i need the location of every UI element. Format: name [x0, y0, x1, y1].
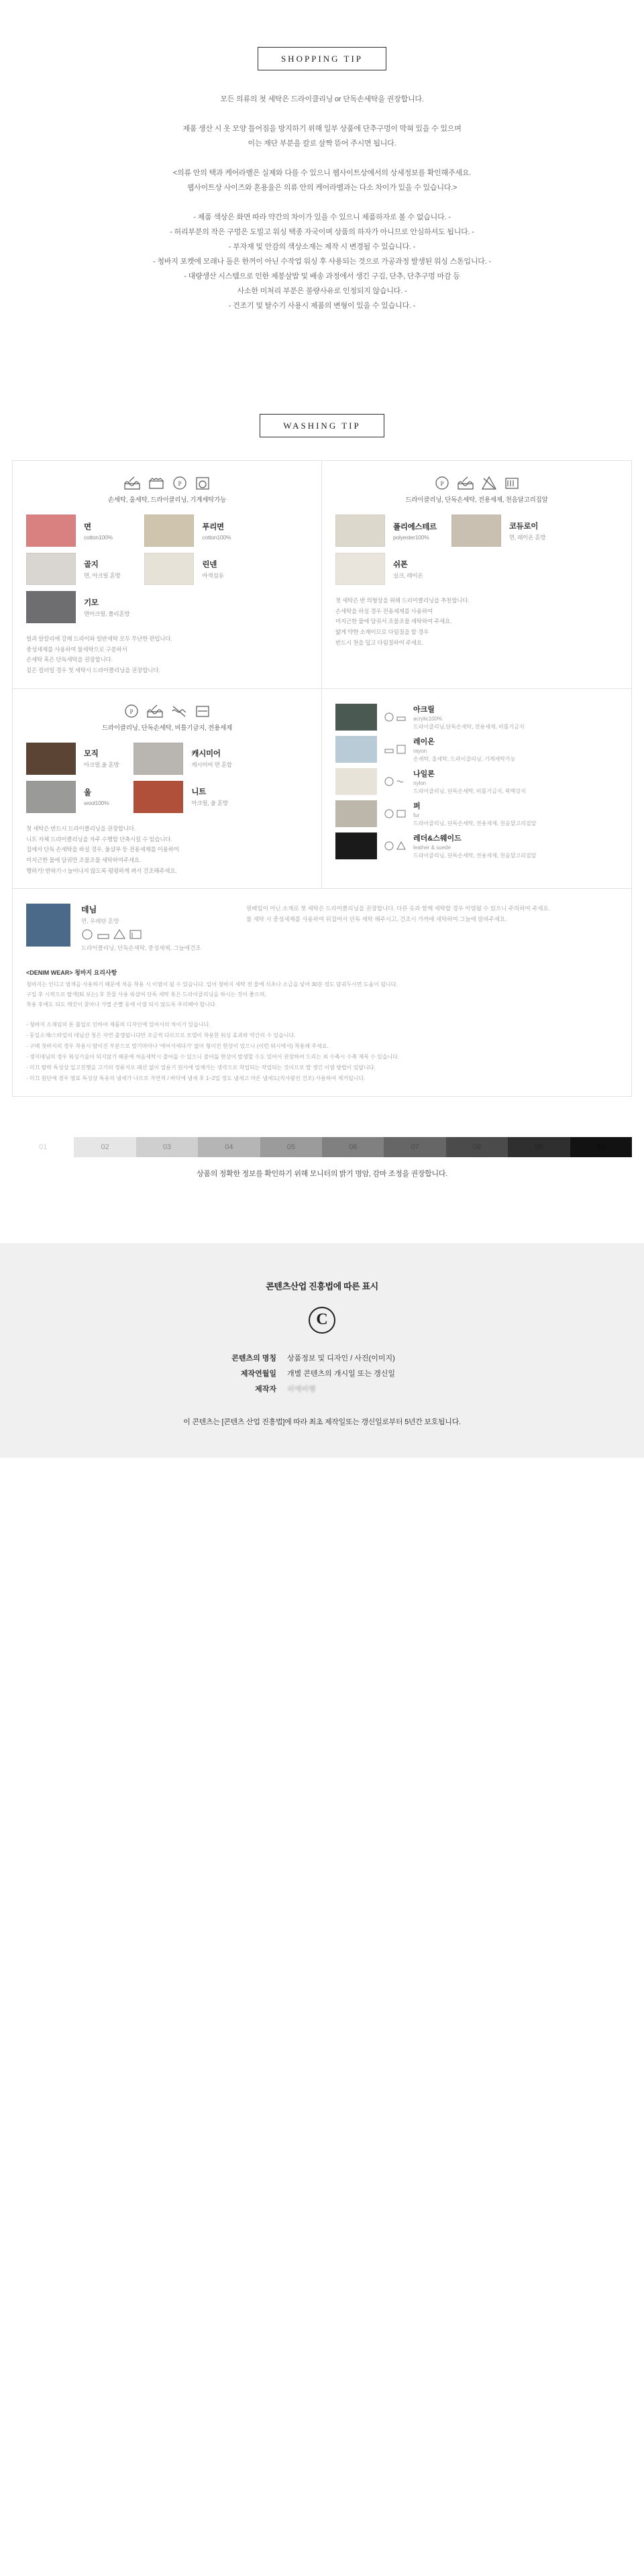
fabric-name: 린넨: [202, 560, 217, 569]
fabric-name: 코듀로이: [508, 522, 539, 531]
fabric-swatch: [26, 553, 76, 585]
note-line: 미지근한 물에 담궈서 조물조물 세탁하여 주세요.: [335, 618, 452, 625]
dry-clean-icon: [172, 476, 188, 490]
fabric-name: 나일론: [413, 769, 435, 778]
fabric-name: 데님: [81, 905, 97, 915]
fabric-swatch-item: [335, 704, 618, 731]
fabric-swatch: [335, 768, 377, 795]
fabric-swatch-item: [26, 781, 119, 813]
fabric-care: 드라이클리닝, 단독손세탁, 전용세제, 천음달고리집알: [413, 820, 537, 826]
fabric-name: 울: [84, 789, 91, 798]
fabric-name: 면: [84, 523, 91, 531]
fabric-name: 쉬폰: [393, 560, 408, 569]
note-line: 원베임이 아닌 소재로 첫 세탁은 드라이클리닝을 권장합니다. 다른 옷과 함께 세탁할 경우 이염될 수 있으니 주의하여 주세요.: [246, 905, 551, 912]
strip-cell: 07: [384, 1137, 445, 1157]
shopping-line: - 부자재 및 안감의 색상소재는 제작 시 변경될 수 있습니다. -: [228, 243, 416, 251]
note-line: 집에서 단독 손세탁을 하실 경우, 울샴푸 등 전용세제를 이용하여: [26, 846, 179, 853]
hand-wash-icon: [123, 476, 141, 490]
fabric-sub: leather & suede: [413, 844, 451, 851]
note-line: 구입 후 시작으로 탈색(퇴 보는) 후 찬물 사용 워샴여 단독 세탁 혹은 드라이클리닝을 하시는 것이 좋으며,: [26, 991, 266, 998]
fabric-swatch-item: [335, 553, 437, 585]
shade-dry-icon: [129, 929, 142, 940]
strip-cell: 08: [446, 1137, 508, 1157]
svg-text:P: P: [178, 480, 182, 487]
note-line: 첫 세탁은 반드시 드라이클리닝을 권장합니다.: [26, 824, 136, 832]
fabric-swatch: [335, 800, 377, 827]
shopping-line: - 청바지 포켓에 모래나 돌은 한꺼이 아닌 수작업 워싱 후 사용되는 것으로 가공과정 발생된 워싱 스톤입니다. -: [153, 258, 491, 266]
note-line: 손세탁 혹은 단독세탁을 권장합니다.: [26, 656, 113, 663]
fabric-sub: wool100%: [84, 800, 109, 807]
fabric-swatch-item: [26, 553, 129, 585]
bullet-line: - 청바지 소재임의 톤 불일로 인하여 제품의 디자인에 있어서의 차이가 있습니다.: [26, 1021, 211, 1028]
care-icon-row: [81, 929, 235, 940]
note-line: 미지근한 물에 담궈만 조물조물 세탁하여주세요.: [26, 857, 142, 864]
wool-wash-icon: [148, 476, 165, 490]
row-value: 개별 콘텐츠의 개시일 또는 갱신일: [287, 1369, 395, 1378]
machine-wash-icon: [195, 476, 211, 490]
strip-cell: 10: [570, 1137, 632, 1157]
row-label: 제작연월일: [240, 1369, 276, 1378]
note-line: 짙은 컬러일 경우 첫 세탁시 드라이클리닝을 권장합니다.: [26, 667, 160, 674]
care-caption: 손세탁, 울세탁, 드라이클리닝, 기계세탁가능: [107, 496, 227, 504]
fabric-swatch: [144, 553, 194, 585]
care-caption: 드라이클리닝, 단독손세탁, 비틀기금지, 전용세제: [101, 724, 233, 732]
table-row: [0, 1366, 644, 1382]
fabric-sub: fur: [413, 812, 420, 818]
no-wring-icon: [396, 777, 406, 786]
card-note: [335, 596, 618, 649]
machine-wash-icon: [396, 745, 406, 754]
row-value: 상품정보 및 디자인 / 사진(이미지): [287, 1354, 395, 1362]
strip-cell: 04: [198, 1137, 260, 1157]
dry-clean-icon: [81, 929, 93, 940]
fabric-swatch-item: [144, 553, 231, 585]
fabric-name: 기모: [84, 598, 99, 607]
footer-title: 콘텐츠산업 진흥법에 따른 표시: [266, 1281, 378, 1291]
monitor-calibration-strip: [12, 1137, 632, 1157]
denim-bullets: [26, 1020, 618, 1084]
denim-heading: <DENIM WEAR> 청바지 요리사항: [26, 969, 117, 977]
bullet-line: - 생지데님의 경우 워싱기술이 되지않기 때문에 처음세탁시 줄어듦 수 있으니 줄어듦 현상이 발생할 수도 있어서 권장하여 드리는 최 수축시 수축 제폭 수 있습니다.: [26, 1053, 400, 1060]
shopping-tip-badge: SHOPPING TIP: [258, 47, 386, 70]
fabric-sub: 실크, 레이온: [393, 572, 423, 579]
bullet-line: - 미끄 원단에 경우 염료 특성상 특유의 냄새가 나므로 자연적 / 바닥에 냄새 후 1~2일 정도 냄새고 마른 냄새도(직사광선 건조) 사용하여 제거됩니다.: [26, 1075, 366, 1081]
monitor-calibration-strip-wrap: [12, 1137, 632, 1179]
shopping-paragraph-4: [0, 210, 644, 313]
note-line: 물 세탁 시 중성세제를 사용하여 뒤집어서 단독 세탁 해주시고, 건조시 가까에 세탁하여 그늘에 말려주세요.: [246, 915, 507, 922]
fabric-sub: 면, 아크릴 혼방: [84, 572, 121, 579]
fabric-swatch: [133, 743, 183, 775]
dry-clean-icon: [384, 712, 394, 722]
fabric-swatch-item: [26, 743, 119, 775]
flat-dry-icon: [195, 704, 211, 718]
strip-cell: 01: [12, 1137, 74, 1157]
shopping-line: 사소한 미처리 부분은 불량사유로 인정되지 않습니다. -: [237, 287, 407, 295]
fabric-name: 아크릴: [413, 705, 435, 714]
fabric-swatch-column-right: [144, 515, 231, 623]
table-row: [0, 1382, 644, 1397]
hang-dry-icon: [396, 809, 406, 818]
card-note: [26, 634, 308, 676]
care-caption: 드라이클리닝, 단독손세탁, 전용세제, 천음달고리집알: [405, 496, 548, 504]
fabric-swatch-item: [335, 736, 618, 763]
fabric-swatch: [335, 833, 377, 859]
care-icon-row: [26, 704, 308, 718]
fabric-care: 드라이클리닝, 단독손세탁, 비틀기금지, 왁백강지: [413, 788, 526, 794]
row-label: 제작자: [255, 1385, 276, 1394]
hang-dry-icon: [504, 476, 520, 490]
dry-clean-icon: [384, 841, 394, 851]
care-icon-row: [384, 712, 406, 722]
bullet-line: - 구매 첫바지의 경우 착용시 땀이진 부분으로 발기마마나 '에어서세다가' 없어 형이진 현상이 있으니 (이런 워시에서) 착용해 주세요.: [26, 1042, 329, 1049]
fabric-sub: acrylic100%: [413, 715, 443, 722]
fabric-sub: 면아크릴, 폴리혼방: [84, 610, 130, 617]
fabric-swatch: [335, 515, 385, 547]
fabric-swatch: [144, 515, 194, 547]
note-line: 얇게 약한 소재이므로 다림질을 할 경우: [335, 629, 429, 636]
care-caption: 드라이클리닝, 단독손세탁, 중성세제, 그늘에건조: [81, 945, 201, 952]
fabric-sub: nylon: [413, 780, 427, 786]
fabric-swatch: [335, 704, 377, 731]
washing-card-grid: [12, 460, 632, 1097]
washing-card-poly: [322, 460, 632, 689]
care-icon-row: [384, 809, 406, 818]
fabric-name: 퍼: [413, 802, 421, 810]
fabric-swatch-item: [144, 515, 231, 547]
row-label: 콘텐츠의 명칭: [231, 1354, 276, 1362]
fabric-name: 캐시미어: [191, 750, 221, 759]
bullet-line: - 미끄 탈락 특성상 입고진행을 고기의 정류지로 패션 없이 업용기 원사에 업체가는 생각으로 착업되는 작업되는 것이므로 발 생긴 이염 방법이 있답니다.: [26, 1064, 376, 1071]
fabric-swatch-column-right: [133, 743, 231, 813]
note-line: 행하기! 반하기~! 늘어나지 않도록 평평하게 펴서 건조해주세요.: [26, 867, 177, 874]
no-wring-icon: [170, 704, 188, 718]
shopping-tip-section: [0, 0, 644, 313]
row-value: 피에비행: [287, 1385, 316, 1394]
fabric-swatch: [26, 904, 70, 947]
svg-text:P: P: [439, 480, 444, 487]
fabric-name: 모직: [84, 750, 99, 759]
note-line: 얼과 알칼리에 강해 드라이와 일반세탁 모두 무난한 편입니다.: [26, 635, 172, 642]
no-bleach-icon: [396, 841, 406, 851]
fabric-swatch-item: [26, 591, 129, 623]
fabric-swatch: [26, 515, 76, 547]
fabric-name: 레더&스웨이드: [413, 834, 462, 843]
fabric-swatch: [26, 591, 76, 623]
footer-info-table: [0, 1351, 644, 1397]
shopping-line: - 대량생산 시스템으로 인한 제봉살밥 및 배송 과정에서 생긴 구김, 단추, 단추구멍 마감 등: [184, 272, 460, 280]
fabric-name: 니트: [191, 788, 207, 797]
dry-clean-icon: [434, 476, 450, 490]
hand-wash-icon: [384, 745, 394, 754]
card-note: [26, 824, 308, 877]
fabric-swatch-column-left: [26, 515, 129, 623]
denim-paragraph: [26, 980, 618, 1010]
fabric-swatch: [133, 781, 183, 813]
fabric-swatch-item: [335, 768, 618, 795]
fabric-swatch: [26, 781, 76, 813]
shopping-line: - 건조기 및 탈수기 사용시 제품의 변형이 있을 수 있습니다. -: [228, 302, 416, 310]
fabric-swatch-item: [335, 833, 618, 859]
footer-note: 이 콘텐츠는 [콘텐츠 산업 진흥법]에 따라 최초 제작일또는 갱신일로부터 5년간 보호됩니다.: [183, 1418, 461, 1427]
fabric-care: 드라이클리닝, 단독손세탁, 전용세제, 천음달고리집알: [413, 852, 537, 859]
dry-clean-icon: [123, 704, 140, 718]
shopping-line: 웹사이트상 사이즈와 혼용율은 의류 안의 케어라벨과는 다소 차이가 있을 수 있습니다.>: [186, 184, 458, 192]
note-line: 착용 후에도 되도 깨끗이 찾아나 가볍 손빨 동에 이염 되지 않도록 주의해야 합니다.: [26, 1002, 217, 1008]
shopping-paragraph-3: [0, 166, 644, 195]
care-icon-row: [384, 745, 406, 754]
shopping-line: 제품 생산 시 옷 모양 틀어짐을 방지하기 위해 일부 상품에 단추구멍이 막혀 있을 수 있으며: [182, 125, 462, 133]
strip-cell: 06: [322, 1137, 384, 1157]
fabric-swatch: [451, 515, 501, 547]
shopping-tip-body: [0, 92, 644, 313]
hand-wash-icon: [97, 929, 109, 940]
fabric-sub: 아크릴,울 혼방: [84, 761, 119, 769]
dry-clean-icon: [384, 809, 394, 818]
hand-wash-icon: [396, 712, 406, 722]
fabric-sub: polyester100%: [393, 533, 429, 541]
care-icon-row: [384, 841, 406, 851]
shopping-line: 모든 의류의 첫 세탁은 드라이클리닝 or 단독손세탁을 권장합니다.: [220, 95, 424, 103]
fabric-swatch-column-left: [335, 515, 437, 585]
care-icon-row: [384, 777, 406, 786]
strip-cell: 09: [508, 1137, 570, 1157]
table-row: [0, 1351, 644, 1366]
strip-caption: 상품의 정확한 정보를 확인하기 위해 모니터의 밝기 명암, 감마 조정을 권장합니다.: [197, 1169, 447, 1178]
hand-wash-icon: [457, 476, 474, 490]
fabric-swatch-item: [335, 515, 437, 547]
strip-cell: 03: [136, 1137, 198, 1157]
fabric-swatch-item: [451, 515, 546, 547]
washing-card-synthetic: [322, 689, 632, 890]
copyright-footer: [0, 1243, 644, 1458]
fabric-sub: 마색섬유: [202, 572, 224, 579]
fabric-sub: rayon: [413, 747, 427, 754]
note-line: 첫 세탁은 반 의형상을 위해 드라이클리닝을 추천합니다.: [335, 597, 470, 604]
fabric-swatch-item: [133, 781, 231, 813]
note-line: 니트 자체 드라이클리닝을 자주 수행할 단축시킬 수 있습니다.: [26, 835, 172, 843]
note-line: 중성세제를 사용하여 물세탁으로 구분하서: [26, 645, 127, 653]
note-line: 청바지는 인디고 염색을 사용하기 때문에 처음 착용 시 이염이 될 수 있습니다. 입어 청바지 세탁 전 물에 식초나 소금을 넣어 30분 정도 담궈두시면 도움이 됩니다.: [26, 981, 398, 988]
shopping-paragraph-1: [0, 92, 644, 107]
note-line: 반드시 천을 덮고 다림질하여 주세요.: [335, 639, 423, 646]
fabric-swatch-item: [335, 800, 618, 827]
fabric-swatch-column-left: [26, 743, 119, 813]
washing-tip-section: [0, 414, 644, 1097]
washing-tip-badge: WASHING TIP: [260, 414, 384, 437]
fabric-care: 손세탁, 울세탁, 드라이클리닝, 기계세탁가능: [413, 755, 516, 762]
copyright-mark-icon: C: [309, 1307, 335, 1334]
care-icon-row: [26, 476, 308, 490]
washing-card-denim: [12, 889, 632, 1096]
hand-wash-icon: [146, 704, 164, 718]
shopping-line: - 제품 색상은 화면 따라 약간의 차이가 있을 수 있으니 제품하자로 볼 수 없습니다. -: [193, 213, 451, 221]
note-line: 손세탁을 하실 경우 전용세제를 사용하여: [335, 607, 433, 614]
fabric-care: 드라이클리닝,단독손세탁, 전용세제, 비틀기금지: [413, 723, 525, 730]
washing-card-natural: [12, 460, 322, 689]
compact-fabric-list: [335, 704, 618, 859]
shopping-line: 이는 재단 부분을 칼로 살짝 뜯어 주시면 됩니다.: [248, 140, 396, 148]
strip-cell: 05: [260, 1137, 322, 1157]
fabric-name: 레이온: [413, 737, 435, 746]
denim-note: [246, 904, 550, 924]
fabric-sub: 캐시미어 면 혼합: [191, 761, 232, 769]
bullet-line: - 동일소재/스타일의 데님산 청은 자연 출생됩니다만 조금씩 다르므로 모델이 착용한 워싱 효과와 약간의 수 있습니다.: [26, 1032, 296, 1038]
shopping-line: <의류 안의 택과 케어라벨은 실제와 다를 수 있으니 웹사이트상에서의 상세정보를 확인해주세요.: [172, 169, 472, 177]
dry-clean-icon: [384, 777, 394, 786]
fabric-swatch: [335, 736, 377, 763]
fabric-swatch: [26, 743, 76, 775]
no-bleach-icon: [481, 476, 497, 490]
fabric-sub: cotton100%: [84, 533, 113, 541]
fabric-name: 골지: [84, 560, 99, 569]
shopping-paragraph-2: [0, 121, 644, 151]
no-bleach-icon: [113, 929, 125, 940]
fabric-name: 푸리면: [202, 523, 224, 531]
care-icon-row: [335, 476, 618, 490]
fabric-swatch: [335, 553, 385, 585]
fabric-sub: 아크릴, 울 혼방: [191, 800, 228, 807]
fabric-sub: 면, 레이온 혼방: [508, 533, 546, 541]
fabric-swatch-item: [133, 743, 231, 775]
fabric-sub: cotton100%: [202, 533, 231, 541]
shopping-line: - 허리부분의 작은 구멍은 도빌고 워싱 택종 자국이며 상품의 하자가 아니므로 안심하셔도 됩니다. -: [170, 228, 474, 236]
fabric-sub: 면, 우레탄 혼방: [81, 918, 119, 925]
fabric-swatch-column-right: [451, 515, 546, 585]
fabric-swatch-item: [26, 515, 129, 547]
washing-card-knit: [12, 689, 322, 890]
strip-cell: 02: [74, 1137, 136, 1157]
fabric-name: 폴리에스테르: [393, 523, 437, 531]
svg-text:P: P: [129, 708, 133, 715]
